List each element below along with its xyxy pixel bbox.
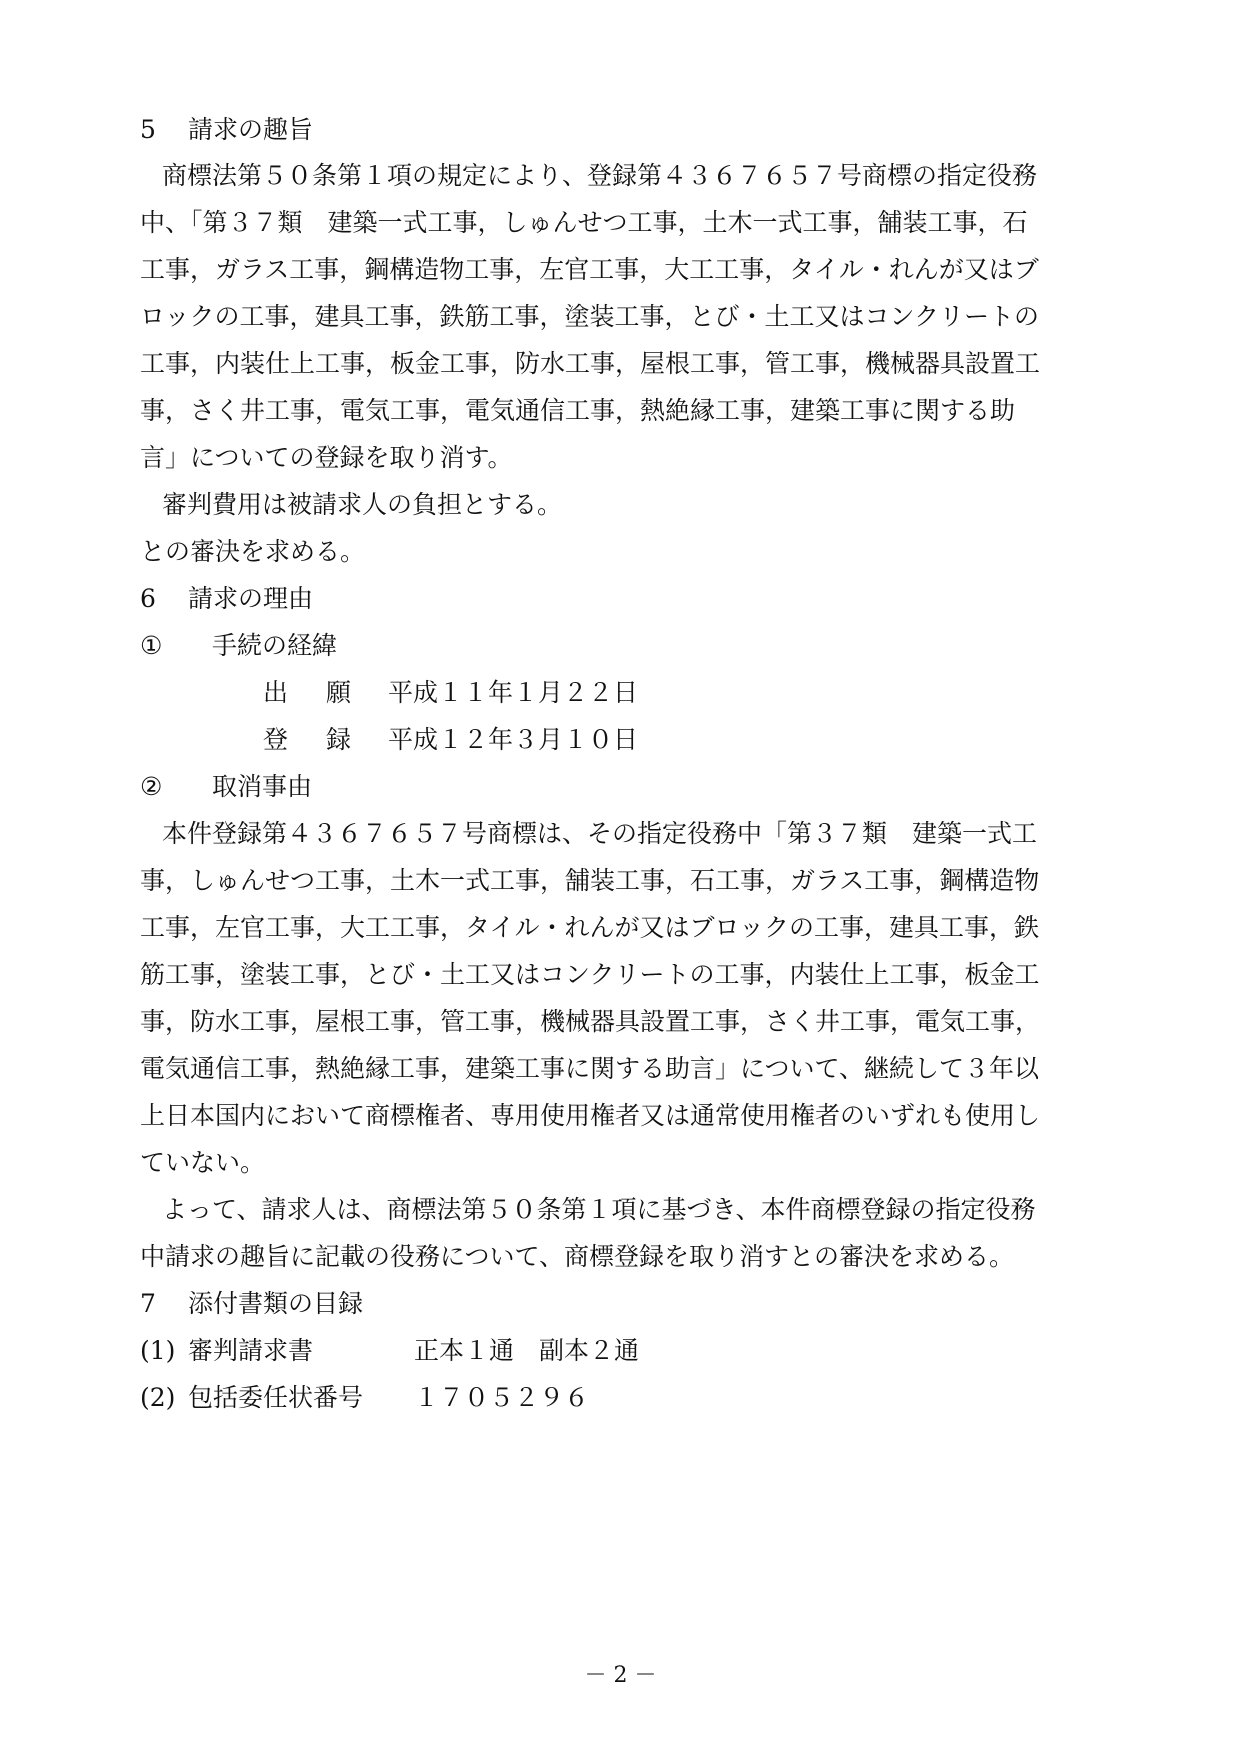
filing-date: 平成１１年１月２２日 bbox=[388, 678, 639, 707]
sub2-line-8: ていない。 bbox=[140, 1148, 266, 1177]
sub2-conclusion-line-2: 中請求の趣旨に記載の役務について、商標登録を取り消すとの審決を求める。 bbox=[140, 1242, 1015, 1271]
filing-label-b: 願 bbox=[326, 678, 352, 707]
section5-line-7: 言」についての登録を取り消す。 bbox=[140, 443, 513, 472]
section5-line-3: 工事，ガラス工事，鋼構造物工事，左官工事，大工工事，タイル・れんが又はブ bbox=[140, 255, 1039, 284]
sub2-marker: ② bbox=[140, 772, 163, 801]
sub2-line-3: 工事，左官工事，大工工事，タイル・れんが又はブロックの工事，建具工事，鉄 bbox=[140, 913, 1040, 942]
section6-title: 請求の理由 bbox=[188, 584, 314, 613]
section5-title: 請求の趣旨 bbox=[188, 115, 314, 144]
section7-title: 添付書類の目録 bbox=[188, 1289, 364, 1318]
sub2-title: 取消事由 bbox=[212, 772, 313, 801]
filing-label-a: 出 bbox=[263, 678, 289, 707]
section5-line-2: 中、「第３７類 建築一式工事，しゅんせつ工事，土木一式工事，舗装工事，石 bbox=[140, 208, 1028, 237]
registration-label-a: 登 bbox=[263, 725, 289, 754]
attachment-2-label: 包括委任状番号 bbox=[188, 1383, 364, 1412]
attachment-2-marker: (2) bbox=[140, 1383, 176, 1412]
section5-line-1: 商標法第５０条第１項の規定により、登録第４３６７６５７号商標の指定役務 bbox=[162, 161, 1038, 190]
attachment-1-label: 審判請求書 bbox=[188, 1336, 314, 1365]
section5-line-5: 工事，内装仕上工事，板金工事，防水工事，屋根工事，管工事，機械器具設置工 bbox=[140, 349, 1041, 378]
attachment-1-value: 正本１通 副本２通 bbox=[414, 1336, 640, 1365]
page-number: － 2 － bbox=[584, 1663, 657, 1688]
sub2-line-6: 電気通信工事，熱絶縁工事，建築工事に関する助言」について、継続して３年以 bbox=[140, 1054, 1040, 1083]
section6-number: 6 bbox=[140, 584, 156, 613]
attachment-2-value: １７０５２９６ bbox=[414, 1383, 590, 1412]
section5-line-4: ロックの工事，建具工事，鉄筋工事，塗装工事，とび・土工又はコンクリートの bbox=[140, 302, 1040, 331]
sub2-conclusion-line-1: よって、請求人は、商標法第５０条第１項に基づき、本件商標登録の指定役務 bbox=[162, 1195, 1036, 1224]
sub2-line-7: 上日本国内において商標権者、専用使用権者又は通常使用権者のいずれも使用し bbox=[140, 1101, 1041, 1130]
section5-closing: との審決を求める。 bbox=[140, 537, 366, 566]
sub1-title: 手続の経緯 bbox=[212, 631, 338, 660]
sub1-marker: ① bbox=[140, 631, 163, 660]
attachment-1-marker: (1) bbox=[140, 1336, 176, 1365]
registration-date: 平成１２年３月１０日 bbox=[388, 725, 639, 754]
sub2-line-1: 本件登録第４３６７６５７号商標は、その指定役務中「第３７類 建築一式工 bbox=[162, 819, 1038, 848]
registration-label-b: 録 bbox=[326, 725, 352, 754]
sub2-line-4: 筋工事，塗装工事，とび・土工又はコンクリートの工事，内装仕上工事，板金工 bbox=[140, 960, 1040, 989]
section5-number: 5 bbox=[140, 115, 156, 144]
sub2-line-5: 事，防水工事，屋根工事，管工事，機械器具設置工事，さく井工事，電気工事， bbox=[140, 1007, 1041, 1036]
section7-number: 7 bbox=[140, 1289, 156, 1318]
sub2-line-2: 事，しゅんせつ工事，土木一式工事，舗装工事，石工事，ガラス工事，鋼構造物 bbox=[140, 866, 1040, 895]
section5-cost-line: 審判費用は被請求人の負担とする。 bbox=[162, 490, 563, 519]
section5-line-6: 事，さく井工事，電気工事，電気通信工事，熱絶縁工事，建築工事に関する助 bbox=[140, 396, 1016, 425]
